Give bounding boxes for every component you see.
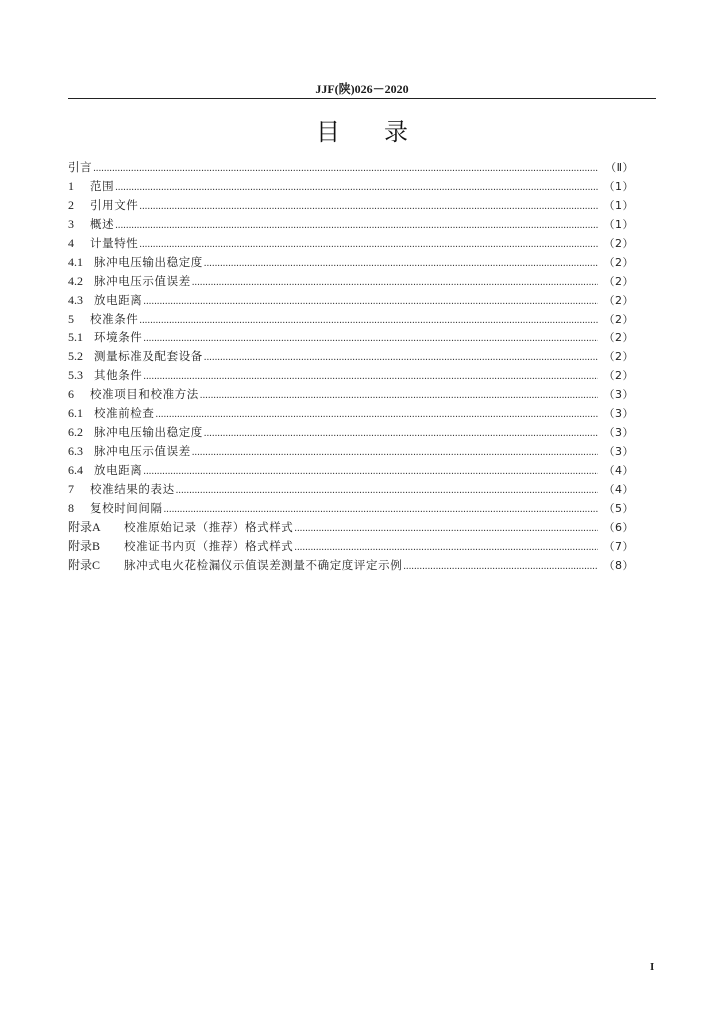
toc-entry-number: 附录C — [68, 557, 101, 572]
dot-leader — [204, 255, 598, 274]
toc-entry-7[interactable] — [68, 480, 634, 499]
toc-entry-8[interactable] — [68, 499, 634, 518]
toc-entry-5-3[interactable] — [68, 366, 634, 385]
toc-entry-4-2[interactable] — [68, 272, 634, 291]
toc-entry-title: 校准项目和校准方法 — [90, 387, 199, 402]
toc-entry-page: （1） — [603, 179, 634, 193]
toc-entry-number: 6 — [68, 387, 74, 402]
dot-leader — [143, 330, 598, 349]
dot-leader — [192, 444, 598, 463]
toc-entry-page: （8） — [603, 558, 634, 572]
toc-entry-2[interactable] — [68, 196, 634, 215]
toc-entry-introduction[interactable] — [68, 158, 634, 177]
dot-leader — [200, 387, 598, 406]
toc-entry-page: （2） — [603, 350, 634, 364]
toc-entry-title: 脉冲电压示值误差 — [94, 444, 191, 459]
toc-entry-page: （2） — [603, 236, 634, 250]
toc-entry-6-4[interactable] — [68, 461, 634, 480]
toc-entry-6-3[interactable] — [68, 442, 634, 461]
toc-entry-number: 附录B — [68, 538, 101, 553]
toc-entry-appendix-c[interactable] — [68, 556, 634, 575]
toc-entry-title: 引用文件 — [90, 197, 139, 212]
toc-entry-number: 6.3 — [68, 444, 83, 459]
toc-entry-1[interactable] — [68, 177, 634, 196]
toc-entry-title: 计量特性 — [90, 235, 139, 250]
toc-entry-number: 8 — [68, 500, 74, 515]
toc-entry-number: 4.3 — [68, 292, 83, 307]
toc-entry-number: 5.3 — [68, 368, 83, 383]
dot-leader — [115, 217, 598, 236]
toc-entry-page: （2） — [603, 369, 634, 383]
toc-entry-5-1[interactable] — [68, 328, 634, 347]
toc-entry-title: 环境条件 — [94, 330, 143, 345]
dot-leader — [204, 425, 598, 444]
toc-entry-title: 校准原始记录（推荐）格式样式 — [124, 519, 294, 534]
toc-entry-title: 引言 — [68, 160, 93, 174]
toc-entry-page: （2） — [603, 331, 634, 345]
toc-entry-page: （1） — [603, 217, 634, 231]
toc-entry-number: 4 — [68, 235, 74, 250]
toc-entry-appendix-b[interactable] — [68, 537, 634, 556]
toc-entry-title: 校准结果的表达 — [90, 481, 175, 496]
toc-entry-page: （3） — [603, 388, 634, 402]
toc-entry-title: 脉冲式电火花检漏仪示值误差测量不确定度评定示例 — [124, 557, 403, 572]
dot-leader — [176, 482, 598, 501]
toc-entry-6[interactable] — [68, 385, 634, 404]
toc-entry-title: 放电距离 — [94, 463, 143, 477]
toc-entry-number: 6.1 — [68, 406, 83, 421]
toc-entry-page: （3） — [603, 426, 634, 440]
toc-entry-6-1[interactable] — [68, 404, 634, 423]
toc-entry-page: （Ⅱ） — [605, 161, 634, 174]
toc-entry-title: 范围 — [90, 178, 115, 193]
dot-leader — [204, 349, 598, 368]
document-code-header: JJF(陕)026－2020 — [315, 82, 409, 96]
toc-entry-number: 4.1 — [68, 254, 83, 269]
toc-entry-page: （3） — [603, 407, 634, 421]
toc-entry-title: 脉冲电压输出稳定度 — [94, 254, 203, 269]
toc-entry-4[interactable] — [68, 234, 634, 253]
toc-entry-title: 放电距离 — [94, 292, 143, 307]
toc-entry-number: 5.2 — [68, 349, 83, 364]
toc-entry-title: 脉冲电压示值误差 — [94, 273, 191, 288]
page-number: I — [650, 961, 655, 973]
toc-entry-4-1[interactable] — [68, 253, 634, 272]
dot-leader — [403, 558, 598, 577]
toc-entry-4-3[interactable] — [68, 291, 634, 310]
toc-entry-page: （6） — [603, 520, 634, 534]
dot-leader — [143, 368, 598, 387]
dot-leader — [156, 406, 599, 425]
dot-leader — [143, 463, 598, 482]
toc-entry-number: 2 — [68, 197, 74, 212]
dot-leader — [93, 160, 598, 179]
toc-entry-6-2[interactable] — [68, 423, 634, 442]
toc-entry-number: 1 — [68, 178, 74, 193]
toc-entry-number: 6.4 — [68, 463, 83, 477]
toc-entry-title: 校准证书内页（推荐）格式样式 — [124, 538, 294, 553]
toc-entry-page: （7） — [603, 539, 634, 553]
dot-leader — [143, 293, 598, 312]
toc-entry-title: 测量标准及配套设备 — [94, 349, 203, 364]
toc-entry-number: 7 — [68, 481, 74, 496]
dot-leader — [139, 198, 598, 217]
toc-entry-title: 脉冲电压输出稳定度 — [94, 425, 203, 440]
toc-entry-title: 校准前检查 — [94, 406, 155, 421]
header-divider — [68, 98, 656, 99]
dot-leader — [115, 179, 598, 198]
toc-entry-number: 6.2 — [68, 425, 83, 440]
toc-entry-title: 复校时间间隔 — [90, 500, 163, 515]
toc-entry-number: 4.2 — [68, 273, 83, 288]
toc-entry-3[interactable] — [68, 215, 634, 234]
toc-entry-page: （2） — [603, 293, 634, 307]
toc-entry-page: （4） — [603, 482, 634, 496]
toc-entry-page: （1） — [603, 198, 634, 212]
toc-entry-page: （2） — [603, 274, 634, 288]
toc-entry-page: （3） — [603, 445, 634, 459]
toc-entry-page: （4） — [603, 464, 634, 477]
toc-entry-page: （2） — [603, 255, 634, 269]
dot-leader — [294, 520, 598, 539]
table-of-contents — [68, 158, 634, 575]
toc-entry-title: 概述 — [90, 216, 115, 231]
dot-leader — [139, 236, 598, 255]
toc-entry-appendix-a[interactable] — [68, 518, 634, 537]
toc-entry-number: 5.1 — [68, 330, 83, 345]
toc-entry-page: （2） — [603, 312, 634, 326]
toc-entry-5[interactable] — [68, 310, 634, 329]
toc-entry-number: 5 — [68, 311, 74, 326]
dot-leader — [192, 274, 598, 293]
dot-leader — [139, 312, 598, 331]
toc-entry-number: 附录A — [68, 519, 101, 534]
toc-entry-number: 3 — [68, 216, 74, 231]
toc-entry-title: 校准条件 — [90, 311, 139, 326]
toc-title: 目录 — [316, 118, 452, 146]
toc-entry-page: （5） — [603, 501, 634, 515]
toc-entry-title: 其他条件 — [94, 368, 143, 383]
toc-entry-5-2[interactable] — [68, 347, 634, 366]
